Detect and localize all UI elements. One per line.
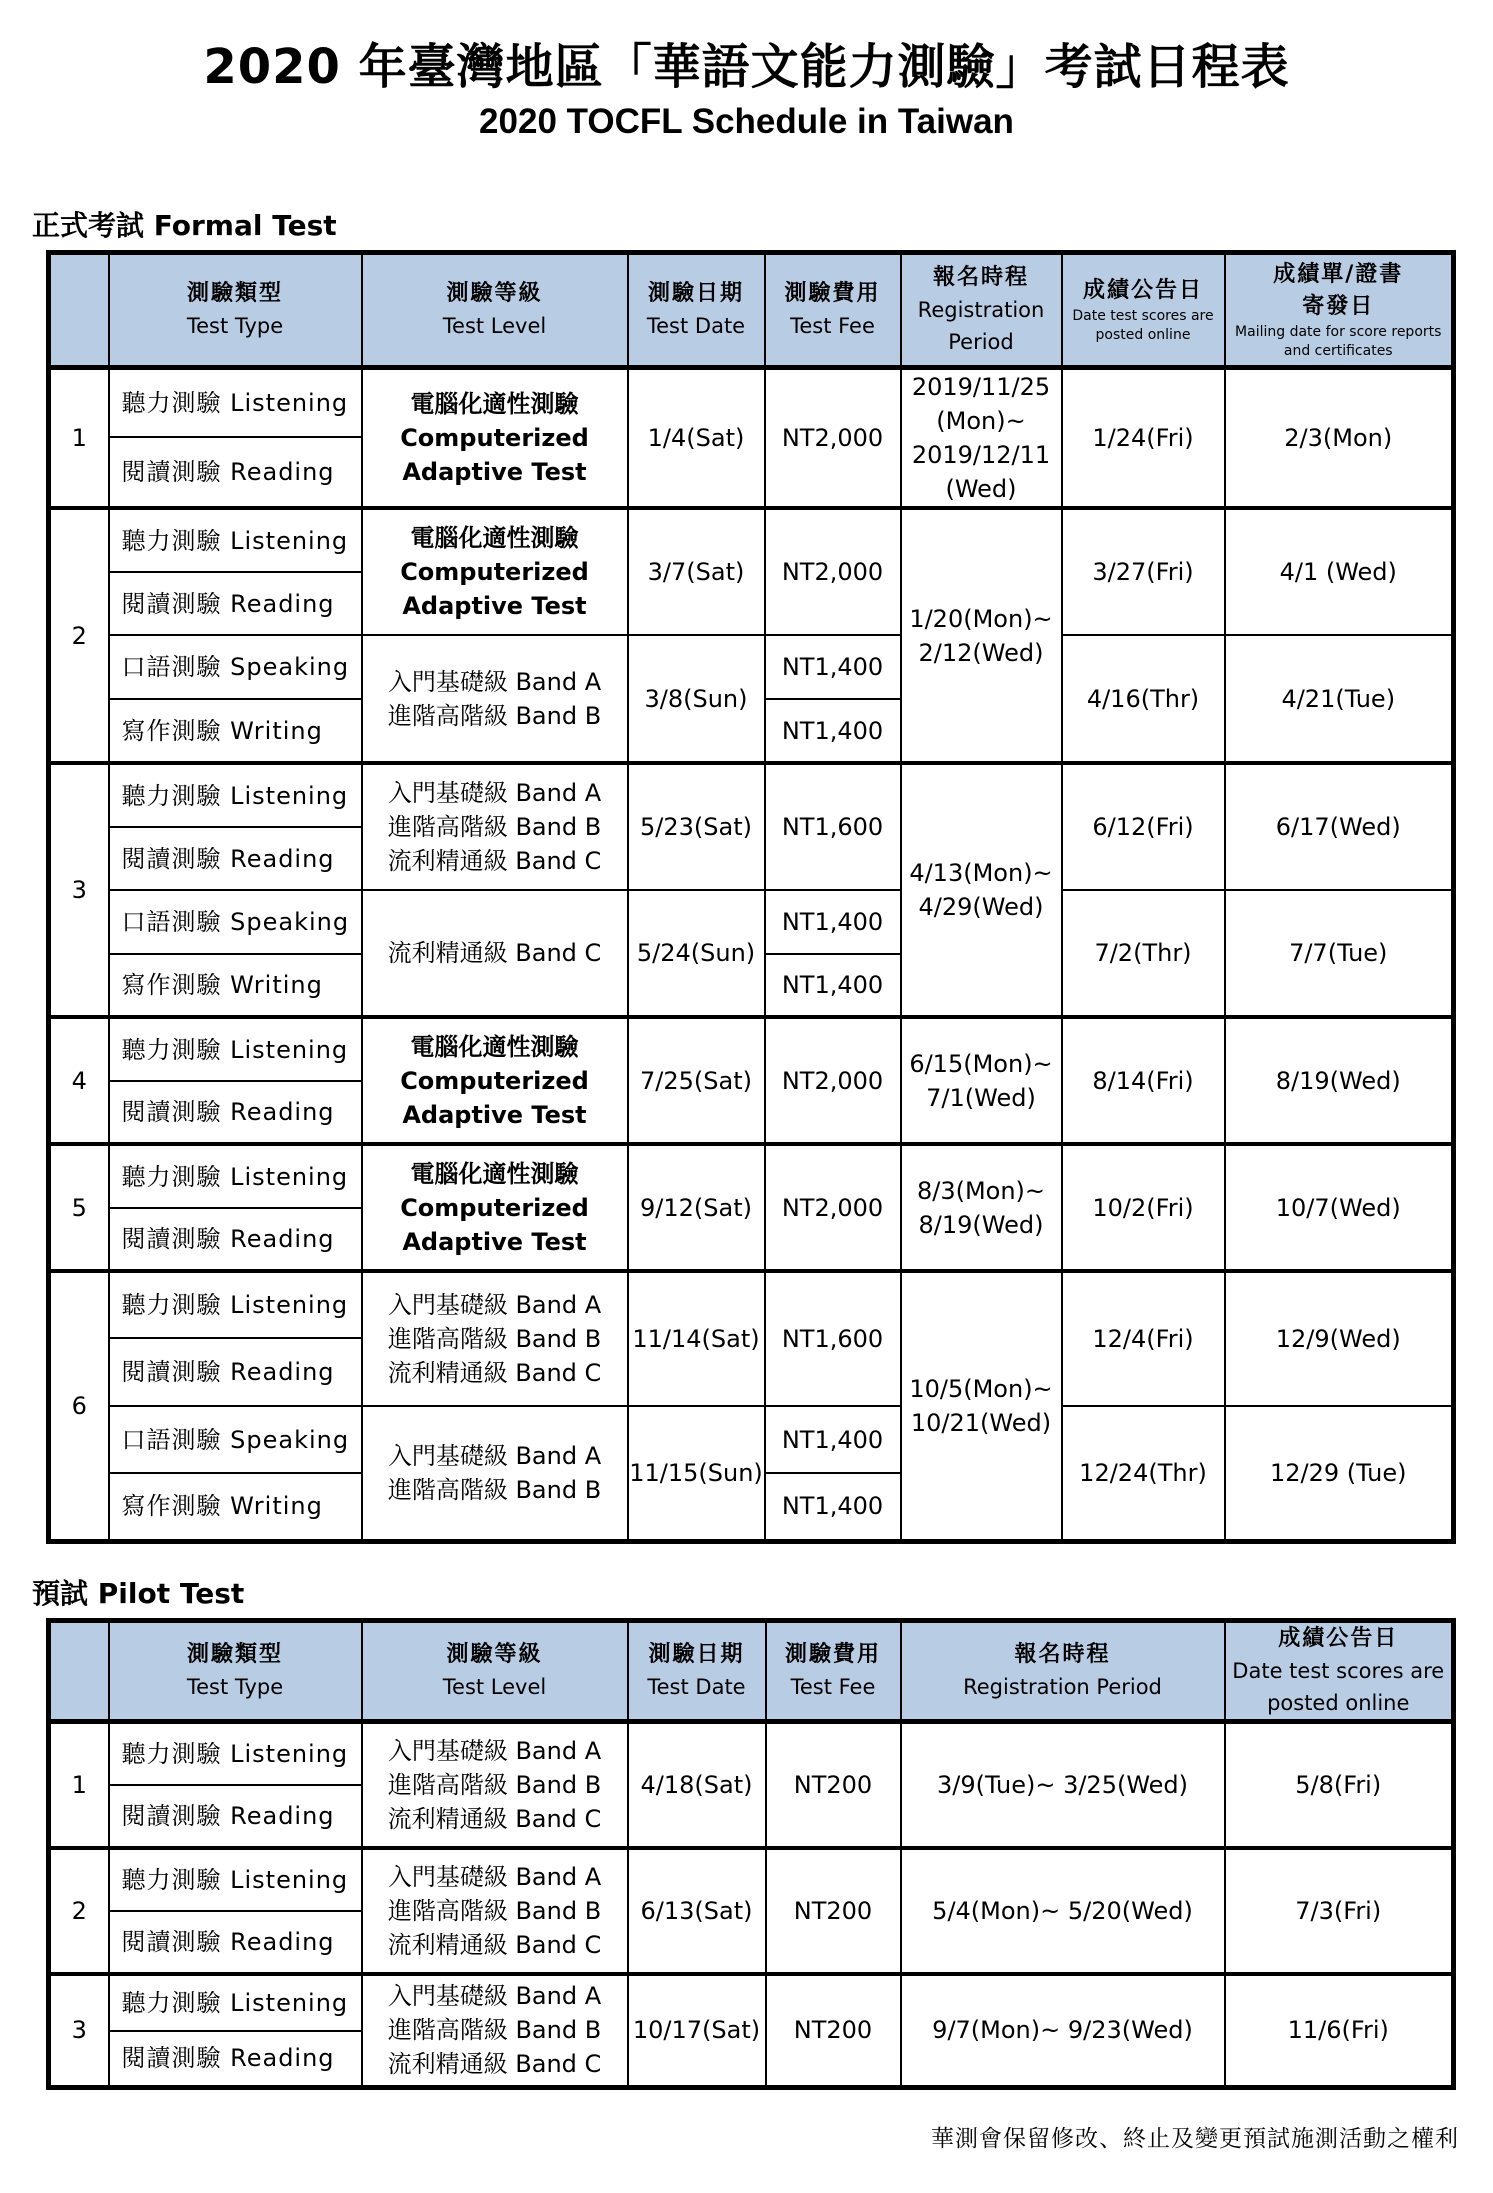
test-type-listening: 聽力測驗 Listening — [109, 1722, 362, 1785]
test-type-writing: 寫作測驗 Writing — [109, 1473, 362, 1541]
registration-period: 10/5(Mon)~ 10/21(Wed) — [901, 1271, 1062, 1541]
session-number: 4 — [49, 1017, 109, 1144]
table-row — [49, 508, 1454, 572]
table-row — [49, 368, 1454, 438]
test-fee: NT2,000 — [765, 508, 901, 635]
test-date: 1/4(Sat) — [628, 368, 765, 509]
table-row — [49, 1974, 1454, 2031]
test-type-listening: 聽力測驗 Listening — [109, 508, 362, 572]
pilot-section-title: 預試 Pilot Test — [32, 1577, 245, 1610]
registration-period: 2019/11/25 (Mon)~ 2019/12/11 (Wed) — [901, 368, 1062, 509]
page-title: 2020 年臺灣地區「華語文能力測驗」考試日程表 — [203, 39, 1290, 95]
registration-period: 6/15(Mon)~ 7/1(Wed) — [901, 1017, 1062, 1144]
test-type-reading: 閱讀測驗 Reading — [109, 1081, 362, 1144]
score-date: 11/6(Fri) — [1225, 1974, 1454, 2088]
table-row — [49, 1017, 1454, 1081]
session-number: 3 — [49, 1974, 109, 2088]
test-date: 11/14(Sat) — [628, 1271, 765, 1406]
test-date: 5/23(Sat) — [628, 763, 765, 890]
test-type-reading: 閱讀測驗 Reading — [109, 1785, 362, 1848]
test-level: 入門基礎級 Band A 進階高階級 Band B 流利精通級 Band C — [362, 763, 628, 890]
registration-period: 5/4(Mon)~ 5/20(Wed) — [901, 1848, 1225, 1974]
header-test-type: 測驗類型 Test Type — [109, 1621, 362, 1722]
table-row — [49, 1144, 1454, 1208]
test-type-listening: 聽力測驗 Listening — [109, 1848, 362, 1911]
session-number: 1 — [49, 368, 109, 509]
test-fee: NT200 — [766, 1848, 901, 1974]
header-test-fee: 測驗費用 Test Fee — [765, 253, 901, 368]
test-fee: NT2,000 — [765, 1017, 901, 1144]
mailing-date: 12/29 (Tue) — [1225, 1406, 1454, 1541]
test-type-reading: 閱讀測驗 Reading — [109, 437, 362, 508]
test-type-listening: 聽力測驗 Listening — [109, 1017, 362, 1081]
registration-period: 8/3(Mon)~ 8/19(Wed) — [901, 1144, 1062, 1271]
test-fee: NT200 — [766, 1974, 901, 2088]
test-type-writing: 寫作測驗 Writing — [109, 954, 362, 1017]
test-type-writing: 寫作測驗 Writing — [109, 699, 362, 763]
header-score-date: 成績公告日 Date test scores are posted online — [1225, 1621, 1454, 1722]
formal-section-title: 正式考試 Formal Test — [32, 209, 337, 242]
test-level: 入門基礎級 Band A 進階高階級 Band B 流利精通級 Band C — [362, 1848, 628, 1974]
header-mailing-date: 成績單/證書 寄發日 Mailing date for score reports and certificates — [1225, 253, 1454, 368]
test-fee: NT200 — [766, 1722, 901, 1848]
test-level: 電腦化適性測驗 Computerized Adaptive Test — [362, 1144, 628, 1271]
session-number: 2 — [49, 508, 109, 763]
score-date: 4/16(Thr) — [1062, 635, 1225, 763]
formal-header-row — [49, 253, 1454, 368]
test-type-reading: 閱讀測驗 Reading — [109, 827, 362, 890]
test-type-reading: 閱讀測驗 Reading — [109, 1911, 362, 1974]
mailing-date: 4/1 (Wed) — [1225, 508, 1454, 635]
mailing-date: 10/7(Wed) — [1225, 1144, 1454, 1271]
score-date: 10/2(Fri) — [1062, 1144, 1225, 1271]
test-fee: NT2,000 — [765, 368, 901, 509]
session-number: 3 — [49, 763, 109, 1017]
mailing-date: 8/19(Wed) — [1225, 1017, 1454, 1144]
test-fee: NT1,400 — [765, 1473, 901, 1541]
score-date: 12/24(Thr) — [1062, 1406, 1225, 1541]
table-row — [49, 1271, 1454, 1338]
test-date: 10/17(Sat) — [628, 1974, 766, 2088]
test-type-reading: 閱讀測驗 Reading — [109, 572, 362, 635]
table-row — [49, 1848, 1454, 1911]
score-date: 7/2(Thr) — [1062, 890, 1225, 1017]
mailing-date: 12/9(Wed) — [1225, 1271, 1454, 1406]
header-score-date: 成績公告日 Date test scores are posted online — [1062, 253, 1225, 368]
score-date: 6/12(Fri) — [1062, 763, 1225, 890]
session-number: 5 — [49, 1144, 109, 1271]
test-date: 4/18(Sat) — [628, 1722, 766, 1848]
mailing-date: 4/21(Tue) — [1225, 635, 1454, 763]
test-date: 9/12(Sat) — [628, 1144, 765, 1271]
session-number: 1 — [49, 1722, 109, 1848]
test-fee: NT2,000 — [765, 1144, 901, 1271]
test-fee: NT1,600 — [765, 1271, 901, 1406]
test-fee: NT1,400 — [765, 699, 901, 763]
score-date: 3/27(Fri) — [1062, 508, 1225, 635]
table-row — [49, 890, 1454, 954]
test-date: 5/24(Sun) — [628, 890, 765, 1017]
table-row — [49, 1722, 1454, 1785]
test-fee: NT1,400 — [765, 890, 901, 954]
test-date: 6/13(Sat) — [628, 1848, 766, 1974]
footer-disclaimer: 華測會保留修改、終止及變更預試施測活動之權利 — [931, 2126, 1459, 2152]
test-type-listening: 聽力測驗 Listening — [109, 1144, 362, 1208]
test-level: 電腦化適性測驗 Computerized Adaptive Test — [362, 508, 628, 635]
score-date: 7/3(Fri) — [1225, 1848, 1454, 1974]
test-level: 入門基礎級 Band A 進階高階級 Band B 流利精通級 Band C — [362, 1974, 628, 2088]
test-level: 電腦化適性測驗 Computerized Adaptive Test — [362, 368, 628, 509]
mailing-date: 7/7(Tue) — [1225, 890, 1454, 1017]
header-test-fee: 測驗費用 Test Fee — [766, 1621, 901, 1722]
score-date: 8/14(Fri) — [1062, 1017, 1225, 1144]
table-row — [49, 763, 1454, 827]
test-type-reading: 閱讀測驗 Reading — [109, 2031, 362, 2088]
test-fee: NT1,400 — [765, 954, 901, 1017]
header-test-level: 測驗等級 Test Level — [362, 253, 628, 368]
test-fee: NT1,600 — [765, 763, 901, 890]
test-level: 入門基礎級 Band A 進階高階級 Band B 流利精通級 Band C — [362, 1722, 628, 1848]
test-level: 電腦化適性測驗 Computerized Adaptive Test — [362, 1017, 628, 1144]
registration-period: 9/7(Mon)~ 9/23(Wed) — [901, 1974, 1225, 2088]
page-subtitle: 2020 TOCFL Schedule in Taiwan — [479, 102, 1014, 141]
session-number: 2 — [49, 1848, 109, 1974]
header-test-type: 測驗類型 Test Type — [109, 253, 362, 368]
table-row — [49, 1406, 1454, 1473]
session-number: 6 — [49, 1271, 109, 1541]
score-date: 1/24(Fri) — [1062, 368, 1225, 509]
formal-test-table — [46, 250, 1456, 1544]
pilot-test-table — [46, 1618, 1456, 2090]
test-type-listening: 聽力測驗 Listening — [109, 1271, 362, 1338]
registration-period: 3/9(Tue)~ 3/25(Wed) — [901, 1722, 1225, 1848]
header-registration-period: 報名時程 Registration Period — [901, 1621, 1225, 1722]
registration-period: 1/20(Mon)~ 2/12(Wed) — [901, 508, 1062, 763]
test-type-reading: 閱讀測驗 Reading — [109, 1338, 362, 1406]
mailing-date: 6/17(Wed) — [1225, 763, 1454, 890]
test-level: 入門基礎級 Band A 進階高階級 Band B — [362, 1406, 628, 1541]
test-type-speaking: 口語測驗 Speaking — [109, 635, 362, 699]
test-type-listening: 聽力測驗 Listening — [109, 368, 362, 438]
test-date: 11/15(Sun) — [628, 1406, 765, 1541]
header-registration-period: 報名時程 Registration Period — [901, 253, 1062, 368]
test-type-speaking: 口語測驗 Speaking — [109, 1406, 362, 1473]
test-type-listening: 聽力測驗 Listening — [109, 763, 362, 827]
test-type-speaking: 口語測驗 Speaking — [109, 890, 362, 954]
test-level: 入門基礎級 Band A 進階高階級 Band B — [362, 635, 628, 763]
test-fee: NT1,400 — [765, 635, 901, 699]
header-no — [49, 253, 109, 368]
test-level: 流利精通級 Band C — [362, 890, 628, 1017]
pilot-header-row — [49, 1621, 1454, 1722]
registration-period: 4/13(Mon)~ 4/29(Wed) — [901, 763, 1062, 1017]
header-test-level: 測驗等級 Test Level — [362, 1621, 628, 1722]
header-no — [49, 1621, 109, 1722]
score-date: 12/4(Fri) — [1062, 1271, 1225, 1406]
table-row — [49, 635, 1454, 699]
test-type-reading: 閱讀測驗 Reading — [109, 1208, 362, 1271]
test-level: 入門基礎級 Band A 進階高階級 Band B 流利精通級 Band C — [362, 1271, 628, 1406]
mailing-date: 2/3(Mon) — [1225, 368, 1454, 509]
test-date: 7/25(Sat) — [628, 1017, 765, 1144]
test-date: 3/7(Sat) — [628, 508, 765, 635]
test-fee: NT1,400 — [765, 1406, 901, 1473]
header-test-date: 測驗日期 Test Date — [628, 1621, 766, 1722]
test-type-listening: 聽力測驗 Listening — [109, 1974, 362, 2031]
score-date: 5/8(Fri) — [1225, 1722, 1454, 1848]
test-date: 3/8(Sun) — [628, 635, 765, 763]
header-test-date: 測驗日期 Test Date — [628, 253, 765, 368]
